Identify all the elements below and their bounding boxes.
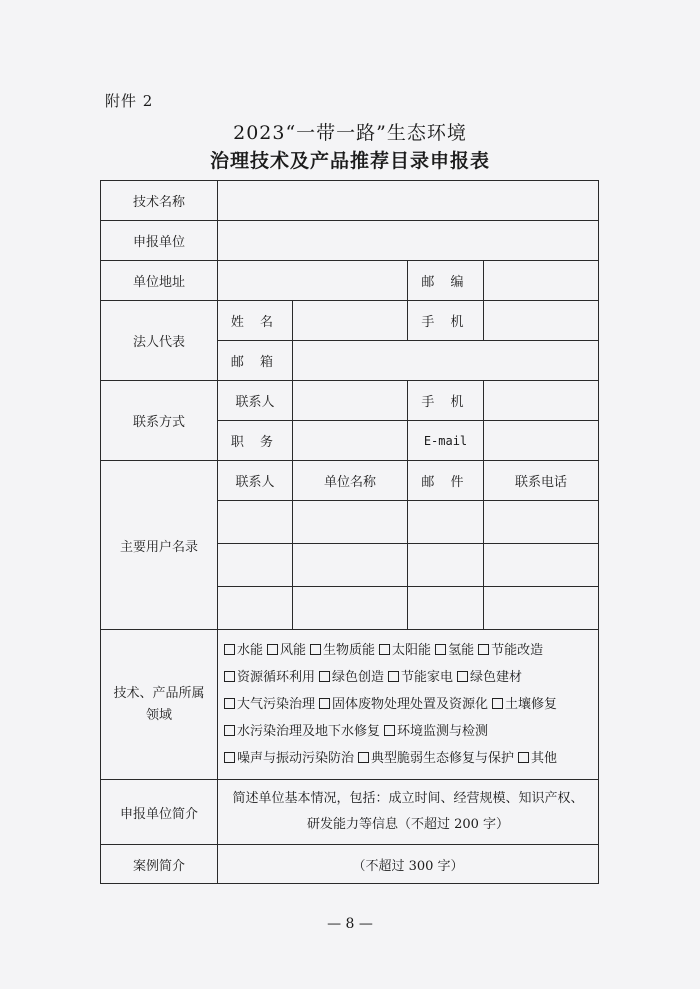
- contact-email-field[interactable]: [484, 421, 599, 461]
- domain-option-label: 氢能: [448, 643, 475, 658]
- domain-option[interactable]: [518, 751, 557, 766]
- address-field[interactable]: [218, 261, 408, 301]
- domain-option[interactable]: [224, 697, 315, 712]
- users-header-contact: 联系人: [218, 461, 293, 501]
- name-field[interactable]: [293, 301, 408, 341]
- page-number: — 8 —: [327, 916, 373, 932]
- users-cell[interactable]: [484, 501, 599, 544]
- domain-option-label: 生物质能: [323, 643, 376, 658]
- domain-option-label: 土壤修复: [505, 697, 558, 712]
- domain-option-line: [224, 664, 592, 691]
- domain-option[interactable]: [224, 643, 263, 658]
- email-field[interactable]: [293, 341, 599, 381]
- checkbox-icon[interactable]: [224, 671, 235, 682]
- domain-option-label: 其他: [531, 751, 558, 766]
- address-label: 单位地址: [101, 261, 218, 301]
- domain-option[interactable]: [358, 751, 514, 766]
- case-label: 案例简介: [101, 845, 218, 884]
- users-cell[interactable]: [408, 544, 484, 587]
- domain-option-label: 节能家电: [401, 670, 454, 685]
- domain-option-line: [224, 718, 592, 745]
- domain-option[interactable]: [435, 643, 474, 658]
- checkbox-icon[interactable]: [388, 671, 399, 682]
- checkbox-icon[interactable]: [358, 752, 369, 763]
- legal-rep-label: 法人代表: [101, 301, 218, 381]
- domain-option[interactable]: [224, 751, 354, 766]
- tech-name-field[interactable]: [218, 181, 599, 221]
- domain-option-label: 绿色创造: [332, 670, 385, 685]
- attachment-label: 附件 2: [105, 92, 154, 110]
- users-cell[interactable]: [484, 587, 599, 630]
- mobile-field[interactable]: [484, 301, 599, 341]
- users-cell[interactable]: [293, 501, 408, 544]
- domain-option[interactable]: [457, 670, 522, 685]
- checkbox-icon[interactable]: [224, 698, 235, 709]
- contact-person-label: 联系人: [218, 381, 293, 421]
- domain-option[interactable]: [319, 670, 384, 685]
- domain-option[interactable]: [478, 643, 543, 658]
- intro-label: 申报单位简介: [101, 780, 218, 845]
- checkbox-icon[interactable]: [224, 725, 235, 736]
- users-cell[interactable]: [408, 501, 484, 544]
- intro-field[interactable]: [218, 780, 599, 845]
- checkbox-icon[interactable]: [492, 698, 503, 709]
- domain-option-label: 水污染治理及地下水修复: [237, 724, 381, 739]
- checkbox-icon[interactable]: [478, 644, 489, 655]
- case-field[interactable]: （不超过 300 字）: [218, 845, 599, 884]
- applicant-field[interactable]: [218, 221, 599, 261]
- domain-options: [218, 630, 599, 780]
- checkbox-icon[interactable]: [319, 698, 330, 709]
- users-cell[interactable]: [408, 587, 484, 630]
- domain-option-label: 水能: [237, 643, 264, 658]
- domain-label-line-1: 技术、产品所属: [113, 685, 205, 701]
- postcode-field[interactable]: [484, 261, 599, 301]
- users-cell[interactable]: [293, 587, 408, 630]
- contact-person-field[interactable]: [293, 381, 408, 421]
- domain-option-label: 噪声与振动污染防治: [237, 751, 355, 766]
- domain-option[interactable]: [310, 643, 375, 658]
- domain-option[interactable]: [224, 724, 380, 739]
- main-users-label: 主要用户名录: [101, 461, 218, 630]
- users-cell[interactable]: [218, 544, 293, 587]
- contact-mobile-field[interactable]: [484, 381, 599, 421]
- position-field[interactable]: [293, 421, 408, 461]
- domain-option-label: 绿色建材: [470, 670, 523, 685]
- domain-option-label: 典型脆弱生态修复与保护: [371, 751, 515, 766]
- intro-hint-line-1: 简述单位基本情况，包括：成立时间、经营规模、知识产权、: [232, 791, 584, 806]
- domain-option-label: 节能改造: [491, 643, 544, 658]
- domain-option-line: [224, 691, 592, 718]
- domain-option-line: [224, 637, 592, 664]
- applicant-label: 申报单位: [101, 221, 218, 261]
- users-header-phone: 联系电话: [484, 461, 599, 501]
- domain-option[interactable]: [224, 670, 315, 685]
- checkbox-icon[interactable]: [224, 644, 235, 655]
- checkbox-icon[interactable]: [224, 752, 235, 763]
- domain-option[interactable]: [388, 670, 453, 685]
- domain-option-label: 太阳能: [392, 643, 432, 658]
- domain-option[interactable]: [492, 697, 557, 712]
- checkbox-icon[interactable]: [384, 725, 395, 736]
- application-form: [100, 180, 599, 884]
- domain-option[interactable]: [267, 643, 306, 658]
- title-line-1: 2023“一带一路”生态环境: [233, 122, 467, 144]
- checkbox-icon[interactable]: [457, 671, 468, 682]
- contact-method-label: 联系方式: [101, 381, 218, 461]
- checkbox-icon[interactable]: [379, 644, 390, 655]
- domain-label: [101, 630, 218, 780]
- domain-option-label: 风能: [280, 643, 307, 658]
- users-cell[interactable]: [218, 587, 293, 630]
- mobile-label: 手 机: [408, 301, 484, 341]
- users-cell[interactable]: [484, 544, 599, 587]
- checkbox-icon[interactable]: [518, 752, 529, 763]
- title-line-2: 治理技术及产品推荐目录申报表: [209, 150, 490, 172]
- users-header-company: 单位名称: [293, 461, 408, 501]
- contact-mobile-label: 手 机: [408, 381, 484, 421]
- checkbox-icon[interactable]: [435, 644, 446, 655]
- domain-option-label: 固体废物处理处置及资源化: [332, 697, 489, 712]
- postcode-label: 邮 编: [408, 261, 484, 301]
- checkbox-icon[interactable]: [319, 671, 330, 682]
- users-cell[interactable]: [218, 501, 293, 544]
- checkbox-icon[interactable]: [310, 644, 321, 655]
- checkbox-icon[interactable]: [267, 644, 278, 655]
- domain-option-label: 大气污染治理: [237, 697, 316, 712]
- domain-label-line-2: 领域: [145, 707, 172, 723]
- domain-option[interactable]: [379, 643, 431, 658]
- domain-option[interactable]: [319, 697, 488, 712]
- email-en-label: E-mail: [408, 421, 484, 461]
- name-label: 姓 名: [218, 301, 293, 341]
- domain-option-label: 环境监测与检测: [397, 724, 489, 739]
- position-label: 职 务: [218, 421, 293, 461]
- domain-option-label: 资源循环利用: [237, 670, 316, 685]
- domain-option[interactable]: [384, 724, 488, 739]
- tech-name-label: 技术名称: [101, 181, 218, 221]
- domain-option-line: [224, 745, 592, 772]
- intro-hint-line-2: 研发能力等信息（不超过 200 字）: [306, 817, 510, 832]
- email-label: 邮 箱: [218, 341, 293, 381]
- users-cell[interactable]: [293, 544, 408, 587]
- users-header-mail: 邮 件: [408, 461, 484, 501]
